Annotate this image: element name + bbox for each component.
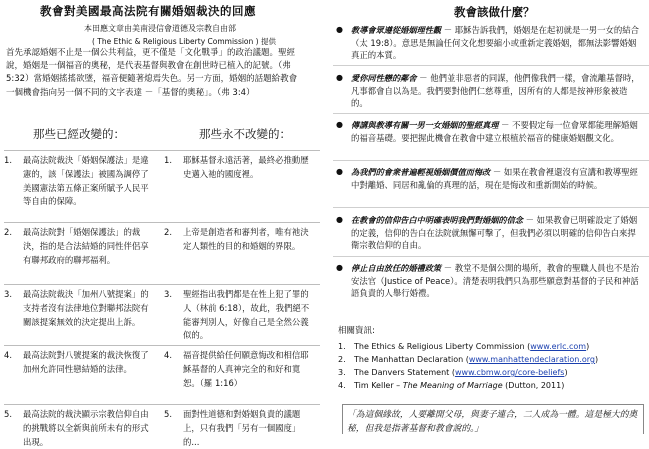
- table-row: 5. 最高法院的裁決顯示宗教信仰自由的挑戰將以全新與前所未有的形式出現。 5. 面對性道德和對婚姻負責的議題上，只有我們「另有一個國度」的...: [4, 404, 320, 445]
- table-row: 4. 最高法院對八號提案的裁決恢復了加州允許同性戀結婚的法律。 4. 福音提供給任何願意悔改和相信耶穌基督的人真神完全的和好和寬恕。（羅 1:16）: [4, 345, 320, 404]
- comparison-table: [4, 150, 320, 445]
- right-column: 教會該做什麼？ ● 教導會眾遵從婚姻理性觀 － 耶穌告訴我們，婚姻是在起初就是一男一女的結合（太 19:8）。意思是無論任何文化想要縮小或重新定義婚姻，都無法影響婚姻真正的本質。 ● 愛你同性戀的鄰舍 － 他們並非惡者的同謀，他們像我們一樣，會流離基督時，凡事都會自以為是。我們要對他們仁慈尊重，因所有的人都是按神形象被造的。 ● 傳講與教導有關一男一女婚姻的聖經真理 － 不要假定每一位會眾都能理解婚姻的福音基礎。要把握此機會在教會中建立根植於福音的健康婚姻觀文化。 ● 為我們的會衆普遍輕視婚姻價值而悔改 － 如果在教會裡還沒有宣講和教導聖經中對離婚、同居和亂倫的真理的話，現在是悔改和重新開始的時候。 ● 在教會的信仰告白中明確表明我們對婚姻的信念 － 如果教會已明確設定了婚姻的定義，信仰的告白在法院就無懈可擊了，但我們必須以明確的信仰告白來捍衛宗教信仰的自由。 ● 停止自由放任的婚禮政策 － 教堂不是個公開的場所，教會的聖職人員也不是治安法官（Justice of Peace）。清楚表明我們只為那些願意對基督的子民和神話語負責的人舉行婚禮。 相關資訊: 1. The Ethics & Religious Liberty Commission (www.erlc.com) 2. The Manhattan Declaration (www.manhattendeclaration.org) 3. The Danvers Statement (www.cbmw.org/core-beliefs) 4. Tim Keller – The Meaning of Marriage (Dutton, 2011) 「為這個緣故，人要離開父母，與妻子連合，二人成為一體。這是極大的奧秘，但我是指著基督和教會說的。」: [333, 0, 649, 434]
- reference-item: 1. The Ethics & Religious Liberty Commission (www.erlc.com): [338, 342, 590, 351]
- heading-unchanged: 那些永不改變的：: [199, 127, 291, 141]
- document-source: ( The Ethic & Religious Liberty Commission ) 提供: [92, 37, 276, 46]
- bullet-icon: ●: [336, 215, 343, 224]
- bullet-icon: ●: [336, 120, 343, 129]
- table-row: 1. 最高法院裁決「婚姻保護法」是違憲的，該「保護法」被國為調停了美國憲法第五條正案所賦予人民平等自由的保障。 1. 耶穌基督永遠活著，最終必推動歷史邁入祂的國度裡。: [4, 150, 320, 222]
- table-row: 3. 最高法院裁決「加州八號提案」的支持者沒有法律地位對聯邦法院有關該提案無效的決定提出上訴。 3. 聖經指出我們都是在性上犯了罪的人（林前 6:18），故此，我們絕不能審判別人，好像自己是全然公義似的。: [4, 284, 320, 345]
- references-title: 相關資訊:: [338, 326, 375, 336]
- bullet-icon: ●: [336, 167, 343, 176]
- heading-changed: 那些已經改變的：: [33, 127, 125, 141]
- bullet-icon: ●: [336, 25, 343, 34]
- left-column: [0, 0, 322, 447]
- bullet-icon: ●: [336, 73, 343, 82]
- reference-item: 4. Tim Keller – The Meaning of Marriage (Dutton, 2011): [338, 381, 565, 390]
- divider: [333, 113, 649, 114]
- reference-item: 2. The Manhattan Declaration (www.manhattendeclaration.org): [338, 355, 599, 364]
- document-subtitle: 本田應文章由美南浸信會道德及宗教自由部: [84, 24, 236, 33]
- divider: [333, 160, 649, 161]
- reference-link[interactable]: www.erlc.com: [530, 342, 587, 351]
- reference-link[interactable]: www.manhattendeclaration.org: [468, 355, 595, 364]
- comparison-headings: [0, 126, 322, 144]
- divider: [333, 65, 649, 66]
- reference-item: 3. The Danvers Statement (www.cbmw.org/core-beliefs): [338, 368, 568, 377]
- section-title: 教會該做什麼？: [454, 5, 535, 19]
- reference-link[interactable]: www.cbmw.org/core-beliefs: [454, 368, 565, 377]
- table-row: 2. 最高法院對「婚姻保護法」的裁決，指的是合法結婚的同性伴侶享有聯邦政府的聯邦福利。 2. 上帝是創造者和審判者，唯有祂決定人類性的目的和婚姻的界限。: [4, 222, 320, 284]
- divider: [333, 207, 649, 208]
- bullet-icon: ●: [336, 263, 343, 272]
- intro-paragraph: 首先承認婚姻不止是一個公共利益，更不僅是「文化戰爭」的政治議題。聖經說，婚姻是一個福音的奧秘，是代表基督與教會在創世時已植入的記號。（弗 5:32）當婚姻搖搖欲墜，福音便隨著熄焉失色。另一方面，婚姻的話題給教會一個機會指向另一個不同的文字表達 －「基督的奧秘」。（弗 3:4）: [6, 48, 298, 98]
- scripture-quote: 「為這個緣故，人要離開父母，與妻子連合，二人成為一體。這是極大的奧秘，但我是指著基督和教會說的。」: [342, 404, 644, 434]
- document-title: 教會對美國最高法院有關婚姻裁決的回應: [40, 4, 256, 18]
- divider: [333, 256, 649, 257]
- references-list: [338, 340, 648, 392]
